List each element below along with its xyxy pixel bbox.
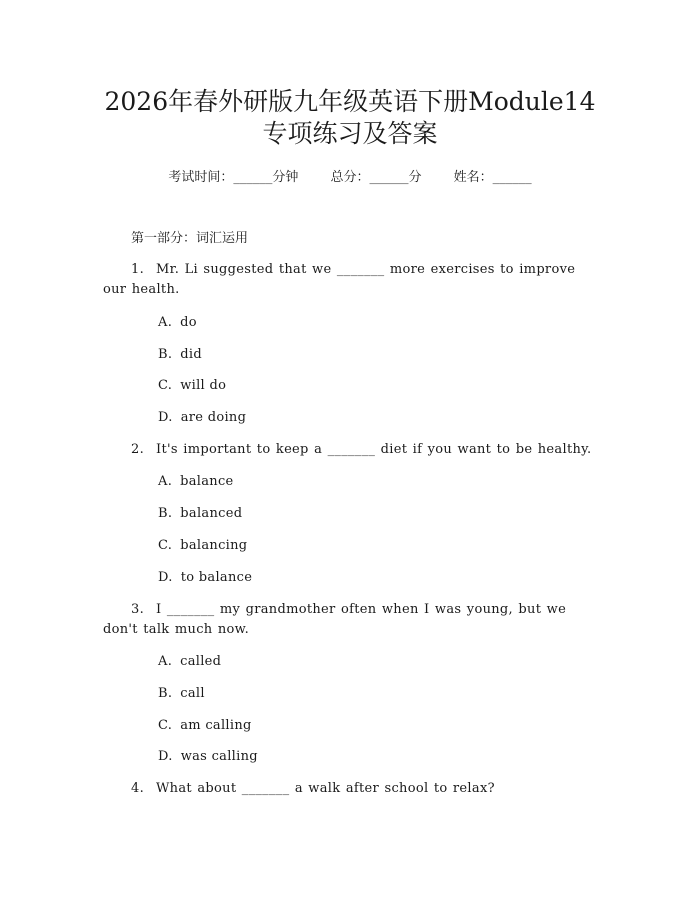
question-text: It's important to keep a _______ diet if you want to be healthy. (156, 442, 592, 457)
question-4 (103, 779, 603, 799)
option-2b (158, 504, 242, 524)
option-text: call (180, 686, 205, 701)
section-heading: 第一部分：词汇运用 (131, 231, 249, 246)
option-text: are doing (180, 410, 247, 425)
document-title-line1: 2026年春外研版九年级英语下册Module14 (104, 87, 596, 116)
option-1c (158, 376, 226, 396)
option-2c (158, 536, 247, 556)
exam-score-field: 总分：______分 (330, 170, 422, 185)
option-1b (158, 345, 202, 365)
option-2d (158, 568, 252, 588)
option-3d (158, 747, 258, 767)
option-3c (158, 716, 252, 736)
option-1d (158, 408, 246, 428)
option-text: do (180, 315, 197, 330)
exam-info (0, 168, 700, 188)
option-letter: A. (158, 654, 173, 669)
question-text: What about _______ a walk after school to relax? (156, 781, 495, 796)
option-letter: D. (158, 570, 173, 585)
option-2a (158, 472, 234, 492)
option-letter: D. (158, 410, 173, 425)
option-letter: D. (158, 749, 173, 764)
option-letter: B. (158, 686, 173, 701)
option-letter: C. (158, 718, 173, 733)
question-3 (103, 600, 603, 640)
document-title-line2: 专项练习及答案 (262, 119, 438, 148)
question-number: 3. (131, 602, 145, 617)
exam-time-field: 考试时间：______分钟 (168, 170, 299, 185)
question-number: 4. (131, 781, 145, 796)
question-number: 1. (131, 262, 145, 277)
question-text: I _______ my grandmother often when I was young, but we don't talk much now. (103, 602, 567, 637)
option-text: did (180, 347, 202, 362)
question-2 (103, 440, 603, 460)
question-1 (103, 260, 603, 300)
option-text: balanced (180, 506, 243, 521)
option-letter: A. (158, 474, 173, 489)
question-number: 2. (131, 442, 145, 457)
option-3a (158, 652, 221, 672)
option-text: called (180, 654, 222, 669)
option-letter: B. (158, 347, 173, 362)
option-letter: A. (158, 315, 173, 330)
option-letter: B. (158, 506, 173, 521)
option-text: am calling (180, 718, 252, 733)
option-letter: C. (158, 538, 173, 553)
option-letter: C. (158, 378, 173, 393)
exam-name-field: 姓名：______ (453, 170, 532, 185)
option-1a (158, 313, 197, 333)
option-text: will do (180, 378, 227, 393)
question-text: Mr. Li suggested that we _______ more exercises to improve our health. (103, 262, 576, 297)
option-text: to balance (180, 570, 253, 585)
option-text: balance (180, 474, 234, 489)
option-text: was calling (180, 749, 258, 764)
option-text: balancing (180, 538, 248, 553)
option-3b (158, 684, 205, 704)
